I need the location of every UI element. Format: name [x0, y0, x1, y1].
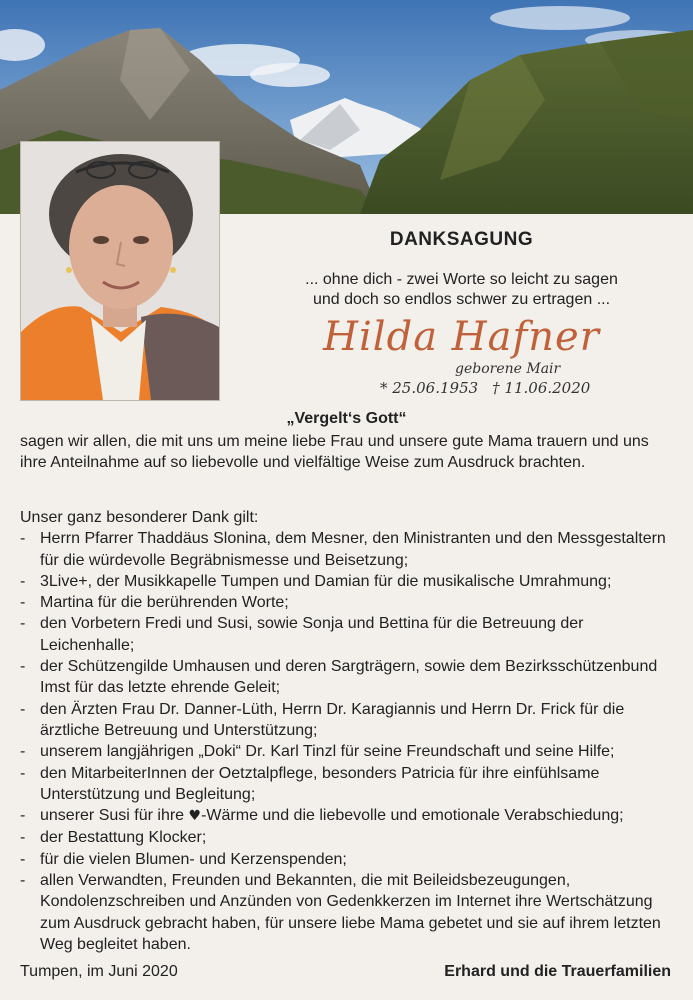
- death-date: † 11.06.2020: [492, 379, 591, 397]
- verse-line-2: und doch so endlos schwer zu ertragen ...: [312, 291, 611, 308]
- thanks-item: - 3Live+, der Musikkapelle Tumpen und Damian für die musikalische Umrahmung;: [20, 571, 679, 592]
- thanks-item: - der Bestattung Klocker;: [20, 827, 679, 848]
- thanks-item: - den Vorbetern Fredi und Susi, sowie Sonja und Bettina für die Betreuung der Leichenhalle;: [20, 613, 679, 656]
- special-thanks-label: Unser ganz besonderer Dank gilt:: [20, 509, 259, 526]
- thanks-item: - für die vielen Blumen- und Kerzenspenden;: [20, 849, 679, 870]
- intro-text: [20, 431, 679, 474]
- portrait-photo: [20, 141, 220, 401]
- thanks-item: - allen Verwandten, Freunden und Bekannten, die mit Beileidsbezeugungen, Kondolenzschreiben und Anzünden von Gedenkkerzen im Internet ihre Wertschätzung zum Ausdruck gebracht haben, für unsere liebe Mama gebetet und sie auf ihrem letzten Weg begleitet haben.: [20, 870, 679, 955]
- thanks-item: - den Ärzten Frau Dr. Danner-Lüth, Herrn Dr. Karagiannis und Herrn Dr. Frick für die ärztliche Betreuung und Unterstützung;: [20, 699, 679, 742]
- signature: Erhard und die Trauerfamilien: [444, 963, 671, 980]
- thanks-item: - unserem langjährigen „Doki“ Dr. Karl Tinzl für seine Freundschaft und seine Hilfe;: [20, 741, 679, 762]
- thanks-item: [20, 805, 679, 827]
- thanks-item: - Herrn Pfarrer Thaddäus Slonina, dem Mesner, den Ministranten und den Messgestaltern für die würdevolle Begräbnismesse und Beisetzung;: [20, 528, 679, 571]
- thanks-item: - Martina für die berührenden Worte;: [20, 592, 679, 613]
- verse-line-1: ... ohne dich - zwei Worte so leicht zu sagen: [305, 271, 618, 288]
- place-date: Tumpen, im Juni 2020: [20, 963, 178, 980]
- thanks-section: [20, 507, 679, 955]
- susi-text-before: unserer Susi für ihre: [40, 807, 189, 825]
- susi-text-after: -Wärme und die liebevolle und emotionale Verabschiedung;: [201, 807, 624, 825]
- birth-name: geborene Mair: [455, 361, 561, 377]
- deceased-name: Hilda Hafner: [323, 314, 600, 360]
- thanks-heading: „Vergelt‘s Gott“: [286, 410, 407, 427]
- heart-icon: ♥: [188, 808, 202, 825]
- portrait-image: [21, 142, 219, 400]
- thanks-list: [20, 528, 679, 955]
- thanks-item: - der Schützengilde Umhausen und deren Sargträgern, sowie dem Bezirksschützenbund Imst für das letzte ehrende Geleit;: [20, 656, 679, 699]
- intro-paragraph: sagen wir allen, die mit uns um meine liebe Frau und unsere gute Mama trauern und uns ihre Anteilnahme auf so liebevolle und vielfältige Weise zum Ausdruck brachten.: [20, 433, 649, 472]
- page-title: DANKSAGUNG: [389, 229, 534, 250]
- birth-date: * 25.06.1953: [380, 379, 479, 397]
- life-dates: [380, 379, 590, 397]
- thanks-item: - den MitarbeiterInnen der Oetztalpflege, besonders Patricia für ihre einfühlsame Unterstützung und Begleitung;: [20, 763, 679, 806]
